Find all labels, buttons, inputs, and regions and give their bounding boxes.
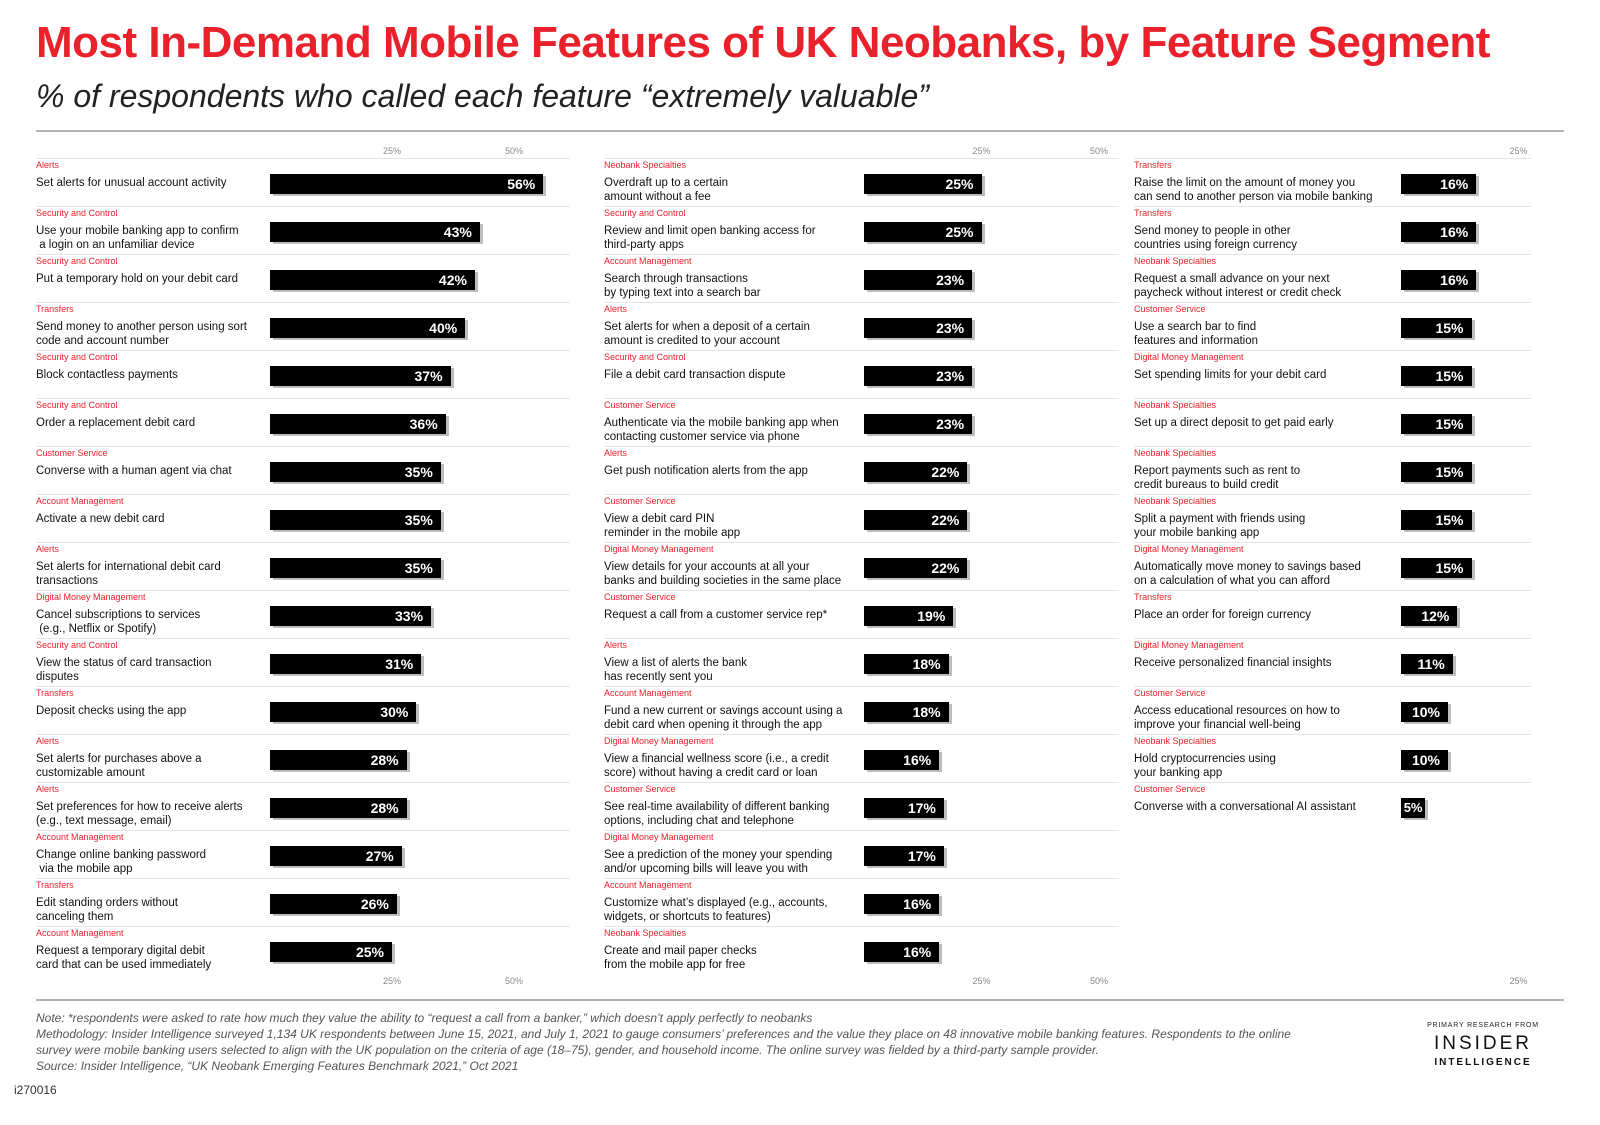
bar-value-label: 16%	[1440, 272, 1469, 288]
feature-segment-label: Neobank Specialties	[604, 928, 687, 938]
value-bar	[1401, 318, 1472, 338]
feature-label: Overdraft up to a certain amount without a fee	[604, 177, 729, 203]
feature-label: Send money to another person using sort code and account number	[36, 321, 247, 347]
value-bar	[270, 942, 392, 962]
value-bar	[270, 414, 446, 434]
value-bar	[864, 942, 939, 962]
feature-label: Access educational resources on how to improve your financial well-being	[1134, 705, 1340, 731]
feature-row	[604, 638, 1119, 686]
value-bar	[864, 750, 939, 770]
bar-value-label: 16%	[1440, 176, 1469, 192]
bar-value-label: 33%	[395, 608, 424, 624]
feature-segment-label: Customer Service	[604, 400, 676, 410]
feature-row	[604, 350, 1119, 398]
feature-row	[36, 590, 570, 638]
feature-row	[36, 878, 570, 926]
bar-value-label: 16%	[903, 752, 932, 768]
bar-value-label: 15%	[1435, 368, 1464, 384]
bar-value-label: 16%	[903, 896, 932, 912]
feature-label: View the status of card transaction disputes	[36, 657, 212, 683]
value-bar	[1401, 558, 1472, 578]
feature-segment-label: Neobank Specialties	[1134, 256, 1217, 266]
feature-row	[604, 494, 1119, 542]
feature-row	[36, 782, 570, 830]
feature-label: View details for your accounts at all your banks and building societies in the same place	[604, 561, 842, 587]
chart-id: i270016	[14, 1083, 57, 1097]
bar-value-label: 31%	[385, 656, 414, 672]
feature-segment-label: Customer Service	[604, 496, 676, 506]
feature-segment-label: Alerts	[36, 784, 60, 794]
methodology-line: Methodology: Insider Intelligence surveyed 1,134 UK respondents between June 15, 2021, and July 1, 2021 to gauge consumers’ preferences and the value they place on 48 innovative mobile banking features. Respondents to the online	[36, 1027, 1291, 1041]
chart-title: Most In-Demand Mobile Features of UK Neobanks, by Feature Segment	[36, 18, 1490, 67]
feature-label: See real-time availability of different banking options, including chat and telephone	[604, 801, 830, 827]
source-line: Source: Insider Intelligence, “UK Neobank Emerging Features Benchmark 2021,” Oct 2021	[36, 1059, 519, 1073]
feature-label: Edit standing orders without canceling them	[36, 897, 178, 923]
value-bar	[864, 222, 982, 242]
logo-middle-text: INSIDER	[1433, 1033, 1533, 1054]
feature-segment-label: Security and Control	[604, 208, 686, 218]
logo-bottom-text: INTELLIGENCE	[1434, 1057, 1532, 1068]
bar-value-label: 18%	[912, 704, 941, 720]
feature-segment-label: Neobank Specialties	[1134, 400, 1217, 410]
value-bar	[864, 366, 972, 386]
feature-row	[1134, 302, 1532, 350]
footnotes	[36, 1010, 1356, 1074]
feature-row	[604, 878, 1119, 926]
bottom-axis-tick-label: 25%	[1509, 976, 1528, 986]
value-bar	[864, 654, 949, 674]
feature-row	[36, 302, 570, 350]
value-bar	[270, 222, 480, 242]
top-axis-tick-label: 50%	[504, 146, 524, 156]
bar-value-label: 10%	[1411, 704, 1440, 720]
chart-subtitle: % of respondents who called each feature “extremely valuable”	[36, 78, 929, 114]
value-bar	[864, 558, 967, 578]
feature-segment-label: Customer Service	[1134, 688, 1206, 698]
value-bar	[864, 318, 972, 338]
feature-segment-label: Digital Money Management	[604, 544, 714, 554]
feature-segment-label: Transfers	[36, 688, 74, 698]
bar-value-label: 15%	[1435, 464, 1464, 480]
feature-segment-label: Transfers	[1134, 208, 1172, 218]
bar-value-label: 23%	[936, 272, 965, 288]
value-bar	[270, 702, 416, 722]
feature-row	[604, 254, 1119, 302]
bar-value-label: 25%	[945, 176, 974, 192]
feature-row	[36, 638, 570, 686]
feature-segment-label: Customer Service	[604, 592, 676, 602]
bar-value-label: 23%	[936, 320, 965, 336]
bar-value-label: 35%	[404, 512, 433, 528]
value-bar	[864, 702, 949, 722]
feature-segment-label: Security and Control	[36, 400, 118, 410]
feature-label: Fund a new current or savings account using a debit card when opening it through the app	[604, 705, 843, 731]
feature-row	[36, 158, 570, 206]
feature-row	[1134, 254, 1532, 302]
feature-label: Send money to people in other countries using foreign currency	[1134, 225, 1297, 251]
value-bar	[1401, 798, 1425, 818]
bar-value-label: 15%	[1435, 416, 1464, 432]
feature-row	[1134, 398, 1532, 446]
feature-label: View a financial wellness score (i.e., a credit score) without having a credit card or loan	[604, 753, 829, 779]
feature-label: Search through transactions by typing text into a search bar	[604, 273, 761, 299]
value-bar	[1401, 174, 1476, 194]
feature-label: Activate a new debit card	[36, 513, 165, 525]
feature-segment-label: Account Management	[604, 880, 692, 890]
feature-label: Block contactless payments	[36, 369, 178, 381]
feature-segment-label: Neobank Specialties	[604, 160, 687, 170]
bar-value-label: 40%	[429, 320, 458, 336]
feature-segment-label: Digital Money Management	[604, 832, 714, 842]
feature-label: Report payments such as rent to credit bureaus to build credit	[1134, 465, 1301, 491]
value-bar	[270, 654, 421, 674]
feature-segment-label: Alerts	[36, 544, 60, 554]
note-line: Note: *respondents were asked to rate how much they value the ability to “request a call from a banker,” which doesn’t apply perfectly to neobanks	[36, 1011, 813, 1025]
chart-panel-1	[36, 140, 570, 990]
value-bar	[270, 462, 441, 482]
feature-segment-label: Security and Control	[36, 256, 118, 266]
top-axis-tick-label: 25%	[972, 146, 991, 156]
feature-label: Receive personalized financial insights	[1134, 657, 1332, 669]
feature-segment-label: Alerts	[604, 304, 628, 314]
top-axis-tick-label: 25%	[1509, 146, 1528, 156]
bar-value-label: 15%	[1435, 512, 1464, 528]
bar-value-label: 27%	[365, 848, 394, 864]
feature-row	[1134, 782, 1532, 830]
feature-segment-label: Digital Money Management	[1134, 352, 1244, 362]
value-bar	[1401, 222, 1476, 242]
value-bar	[864, 174, 982, 194]
feature-label: Use a search bar to find features and information	[1134, 321, 1259, 347]
feature-segment-label: Account Management	[604, 688, 692, 698]
value-bar	[270, 606, 431, 626]
value-bar	[864, 462, 967, 482]
feature-segment-label: Neobank Specialties	[1134, 736, 1217, 746]
feature-row	[604, 926, 1119, 974]
feature-label: Set alerts for international debit card transactions	[36, 561, 221, 587]
value-bar	[270, 894, 397, 914]
feature-label: Converse with a conversational AI assistant	[1134, 801, 1356, 813]
value-bar	[270, 510, 441, 530]
feature-segment-label: Digital Money Management	[604, 736, 714, 746]
bar-value-label: 26%	[360, 896, 389, 912]
feature-label: File a debit card transaction dispute	[604, 369, 786, 381]
bar-value-label: 23%	[936, 368, 965, 384]
feature-label: Set up a direct deposit to get paid early	[1134, 417, 1334, 429]
bar-value-label: 28%	[370, 800, 399, 816]
bar-value-label: 15%	[1435, 320, 1464, 336]
feature-row	[1134, 158, 1532, 206]
feature-row	[36, 398, 570, 446]
bar-value-label: 12%	[1421, 608, 1450, 624]
bottom-divider	[36, 999, 1564, 1001]
value-bar	[1401, 414, 1472, 434]
feature-label: Review and limit open banking access for third-party apps	[604, 225, 816, 251]
feature-row	[36, 254, 570, 302]
bar-value-label: 5%	[1403, 800, 1423, 815]
top-axis-tick-label: 50%	[1089, 146, 1109, 156]
feature-segment-label: Digital Money Management	[36, 592, 146, 602]
feature-label: Raise the limit on the amount of money you can send to another person via mobile banking	[1134, 177, 1373, 203]
feature-row	[604, 590, 1119, 638]
feature-row	[1134, 590, 1532, 638]
bar-value-label: 11%	[1417, 656, 1445, 672]
feature-row	[604, 542, 1119, 590]
bottom-axis-tick-label: 25%	[972, 976, 991, 986]
feature-label: Deposit checks using the app	[36, 705, 187, 717]
feature-label: Use your mobile banking app to confirm a login on an unfamiliar device	[36, 225, 239, 251]
value-bar	[270, 798, 407, 818]
feature-row	[604, 782, 1119, 830]
feature-row	[1134, 206, 1532, 254]
value-bar	[270, 846, 402, 866]
bar-value-label: 18%	[912, 656, 941, 672]
feature-segment-label: Account Management	[36, 496, 124, 506]
bar-value-label: 25%	[945, 224, 974, 240]
value-bar	[270, 750, 407, 770]
feature-label: Set alerts for when a deposit of a certain amount is credited to your account	[604, 321, 810, 347]
feature-label: Set alerts for unusual account activity	[36, 177, 227, 189]
feature-segment-label: Transfers	[36, 304, 74, 314]
feature-segment-label: Customer Service	[604, 784, 676, 794]
value-bar	[1401, 270, 1476, 290]
bar-value-label: 16%	[1440, 224, 1469, 240]
feature-segment-label: Customer Service	[36, 448, 108, 458]
feature-label: Hold cryptocurrencies using your banking app	[1134, 753, 1276, 779]
feature-label: Get push notification alerts from the app	[604, 465, 808, 477]
feature-segment-label: Account Management	[36, 832, 124, 842]
feature-segment-label: Alerts	[604, 640, 628, 650]
feature-row	[36, 446, 570, 494]
bar-value-label: 42%	[438, 272, 467, 288]
feature-row	[36, 926, 570, 974]
value-bar	[864, 414, 972, 434]
chart-panel-2	[604, 140, 1119, 990]
bar-value-label: 30%	[380, 704, 409, 720]
feature-row	[604, 206, 1119, 254]
feature-row	[604, 158, 1119, 206]
bar-value-label: 43%	[443, 224, 472, 240]
feature-segment-label: Transfers	[1134, 160, 1172, 170]
value-bar	[1401, 702, 1448, 722]
feature-label: Put a temporary hold on your debit card	[36, 273, 239, 285]
value-bar	[1401, 606, 1457, 626]
feature-label: View a list of alerts the bank has recently sent you	[604, 657, 747, 683]
top-divider	[36, 130, 1564, 132]
feature-segment-label: Neobank Specialties	[1134, 496, 1217, 506]
feature-row	[36, 542, 570, 590]
value-bar	[864, 270, 972, 290]
feature-label: Cancel subscriptions to services (e.g., Netflix or Spotify)	[36, 609, 201, 635]
feature-row	[1134, 350, 1532, 398]
feature-row	[36, 350, 570, 398]
feature-label: Create and mail paper checks from the mobile app for free	[604, 945, 757, 971]
value-bar	[864, 798, 944, 818]
feature-segment-label: Transfers	[1134, 592, 1172, 602]
feature-segment-label: Security and Control	[36, 640, 118, 650]
feature-row	[604, 686, 1119, 734]
bottom-axis-tick-label: 50%	[1089, 976, 1109, 986]
feature-segment-label: Account Management	[36, 928, 124, 938]
feature-row	[36, 494, 570, 542]
top-axis-tick-label: 25%	[382, 146, 402, 156]
feature-segment-label: Alerts	[36, 736, 60, 746]
bottom-axis-tick-label: 25%	[382, 976, 402, 986]
feature-label: Converse with a human agent via chat	[36, 465, 232, 477]
bar-value-label: 36%	[409, 416, 438, 432]
value-bar	[270, 270, 475, 290]
value-bar	[864, 894, 939, 914]
feature-label: Authenticate via the mobile banking app when contacting customer service via phone	[604, 417, 839, 443]
feature-label: Request a temporary digital debit card that can be used immediately	[36, 945, 212, 971]
feature-label: Split a payment with friends using your mobile banking app	[1134, 513, 1306, 539]
bar-value-label: 17%	[907, 848, 936, 864]
bar-value-label: 56%	[507, 176, 536, 192]
bottom-axis-tick-label: 50%	[504, 976, 524, 986]
feature-label: Set preferences for how to receive alerts (e.g., text message, email)	[36, 801, 243, 827]
value-bar	[270, 318, 465, 338]
bar-value-label: 22%	[931, 560, 960, 576]
feature-row	[1134, 686, 1532, 734]
logo-top-text: PRIMARY RESEARCH FROM	[1427, 1022, 1539, 1029]
feature-row	[36, 734, 570, 782]
bar-value-label: 23%	[936, 416, 965, 432]
methodology-line: survey were mobile banking users selected to align with the UK population on the criteria of age (18–75), gender, and household income. The online survey was fielded by a third-party sample provider.	[36, 1043, 1099, 1057]
feature-segment-label: Customer Service	[1134, 304, 1206, 314]
bar-value-label: 15%	[1435, 560, 1464, 576]
value-bar	[864, 606, 953, 626]
feature-segment-label: Digital Money Management	[1134, 640, 1244, 650]
bar-value-label: 22%	[931, 464, 960, 480]
value-bar	[864, 510, 967, 530]
value-bar	[1401, 366, 1472, 386]
bar-value-label: 37%	[414, 368, 443, 384]
feature-segment-label: Digital Money Management	[1134, 544, 1244, 554]
feature-row	[1134, 494, 1532, 542]
bar-value-label: 10%	[1411, 752, 1440, 768]
value-bar	[270, 174, 543, 194]
value-bar	[1401, 462, 1472, 482]
feature-row	[1134, 542, 1532, 590]
feature-row	[604, 830, 1119, 878]
insider-intelligence-logo	[1418, 1022, 1548, 1068]
bar-value-label: 25%	[355, 944, 384, 960]
feature-row	[1134, 446, 1532, 494]
feature-segment-label: Account Management	[604, 256, 692, 266]
bar-value-label: 16%	[903, 944, 932, 960]
chart-panel-3	[1134, 140, 1532, 990]
feature-label: Set alerts for purchases above a customizable amount	[36, 753, 202, 779]
feature-row	[604, 734, 1119, 782]
feature-label: Request a small advance on your next paycheck without interest or credit check	[1134, 273, 1342, 299]
bar-value-label: 28%	[370, 752, 399, 768]
feature-segment-label: Neobank Specialties	[1134, 448, 1217, 458]
feature-segment-label: Security and Control	[36, 208, 118, 218]
feature-segment-label: Transfers	[36, 880, 74, 890]
feature-row	[604, 302, 1119, 350]
feature-label: Change online banking password via the mobile app	[36, 849, 207, 875]
feature-segment-label: Alerts	[604, 448, 628, 458]
feature-row	[1134, 638, 1532, 686]
feature-segment-label: Alerts	[36, 160, 60, 170]
feature-label: Automatically move money to savings based on a calculation of what you can afford	[1134, 561, 1361, 587]
feature-row	[1134, 734, 1532, 782]
bar-value-label: 19%	[917, 608, 946, 624]
feature-label: Set spending limits for your debit card	[1134, 369, 1327, 381]
value-bar	[1401, 510, 1472, 530]
feature-row	[604, 398, 1119, 446]
value-bar	[864, 846, 944, 866]
feature-segment-label: Security and Control	[604, 352, 686, 362]
feature-label: Request a call from a customer service rep*	[604, 609, 828, 621]
value-bar	[1401, 750, 1448, 770]
feature-label: Customize what’s displayed (e.g., accounts, widgets, or shortcuts to features)	[604, 897, 828, 923]
feature-label: Order a replacement debit card	[36, 417, 196, 429]
value-bar	[270, 366, 451, 386]
value-bar	[270, 558, 441, 578]
value-bar	[1401, 654, 1453, 674]
feature-row	[36, 686, 570, 734]
feature-row	[604, 446, 1119, 494]
feature-row	[36, 206, 570, 254]
feature-label: Place an order for foreign currency	[1134, 609, 1312, 621]
feature-row	[36, 830, 570, 878]
bar-value-label: 35%	[404, 464, 433, 480]
feature-label: View a debit card PIN reminder in the mobile app	[604, 513, 741, 539]
feature-label: See a prediction of the money your spending and/or upcoming bills will leave you with	[604, 849, 833, 875]
bar-value-label: 22%	[931, 512, 960, 528]
bar-value-label: 17%	[907, 800, 936, 816]
bar-value-label: 35%	[404, 560, 433, 576]
feature-segment-label: Customer Service	[1134, 784, 1206, 794]
feature-segment-label: Security and Control	[36, 352, 118, 362]
